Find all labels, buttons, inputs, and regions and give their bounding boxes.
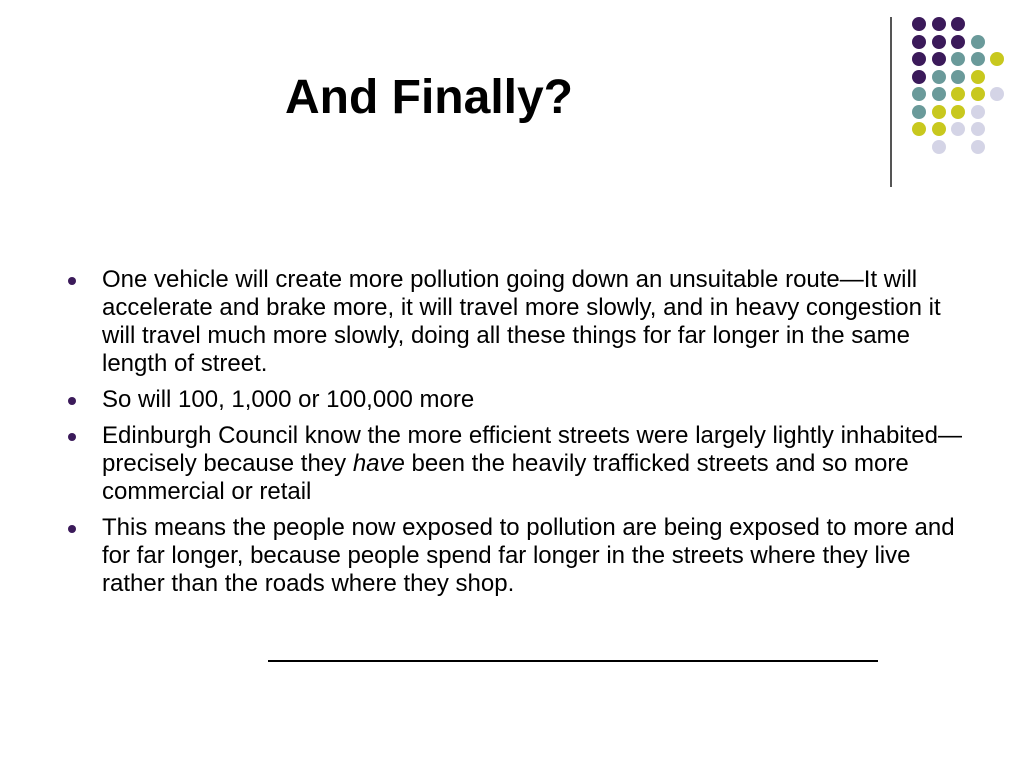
- bullet-item: [64, 266, 964, 378]
- bullet-text: Edinburgh Council know the more efficient streets were largely lightly inhabited—precisely because they: [102, 422, 963, 477]
- bullet-text: One vehicle will create more pollution going down an unsuitable route—It will accelerate and brake more, it will travel more slowly, and in heavy congestion it will travel much more slowly, doing all these things for far longer in the same length of street.: [102, 266, 941, 377]
- decorative-dot: [912, 52, 926, 66]
- decorative-dot: [932, 35, 946, 49]
- decorative-dot: [951, 87, 965, 101]
- decorative-dot: [990, 52, 1004, 66]
- decorative-dot: [990, 87, 1004, 101]
- decorative-dot: [912, 70, 926, 84]
- decorative-dot: [932, 122, 946, 136]
- bullet-text: been the heavily trafficked streets and so more commercial or retail: [102, 450, 909, 505]
- decorative-dot: [932, 52, 946, 66]
- decorative-dot: [971, 122, 985, 136]
- bullet-item: [64, 422, 964, 506]
- decorative-dot: [932, 70, 946, 84]
- decorative-dot: [912, 87, 926, 101]
- decorative-dot: [971, 105, 985, 119]
- decorative-dot: [932, 105, 946, 119]
- decorative-dot: [951, 35, 965, 49]
- underline-rule: [268, 660, 878, 662]
- decorative-dot: [912, 35, 926, 49]
- bullet-text: So will 100, 1,000 or 100,000 more: [102, 386, 475, 413]
- bullet-dot-icon: [68, 433, 76, 441]
- bullet-text-emphasis: have: [352, 450, 405, 477]
- slide-title: And Finally?: [285, 71, 573, 124]
- bullet-dot-icon: [68, 277, 76, 285]
- decorative-dot: [932, 17, 946, 31]
- bullet-dot-icon: [68, 397, 76, 405]
- decorative-dot: [971, 87, 985, 101]
- decorative-dot: [971, 70, 985, 84]
- decorative-dot: [951, 17, 965, 31]
- decorative-dot: [951, 122, 965, 136]
- decorative-dot: [912, 17, 926, 31]
- decorative-dot-grid: [0, 0, 1024, 200]
- decorative-dot: [932, 87, 946, 101]
- decorative-dot: [912, 105, 926, 119]
- decorative-dot: [951, 70, 965, 84]
- decorative-dot: [912, 122, 926, 136]
- bullet-text: This means the people now exposed to pollution are being exposed to more and for far longer, because people spend far longer in the streets where they live rather than the roads where they shop.: [102, 514, 955, 597]
- decorative-dot: [932, 140, 946, 154]
- decorative-dot: [971, 140, 985, 154]
- decorative-dot: [971, 35, 985, 49]
- decorative-dot: [951, 105, 965, 119]
- bullet-item: [64, 386, 964, 414]
- bullet-dot-icon: [68, 525, 76, 533]
- decorative-dot: [951, 52, 965, 66]
- bullet-item: [64, 514, 964, 598]
- bullet-list: [64, 266, 964, 606]
- decorative-dot: [971, 52, 985, 66]
